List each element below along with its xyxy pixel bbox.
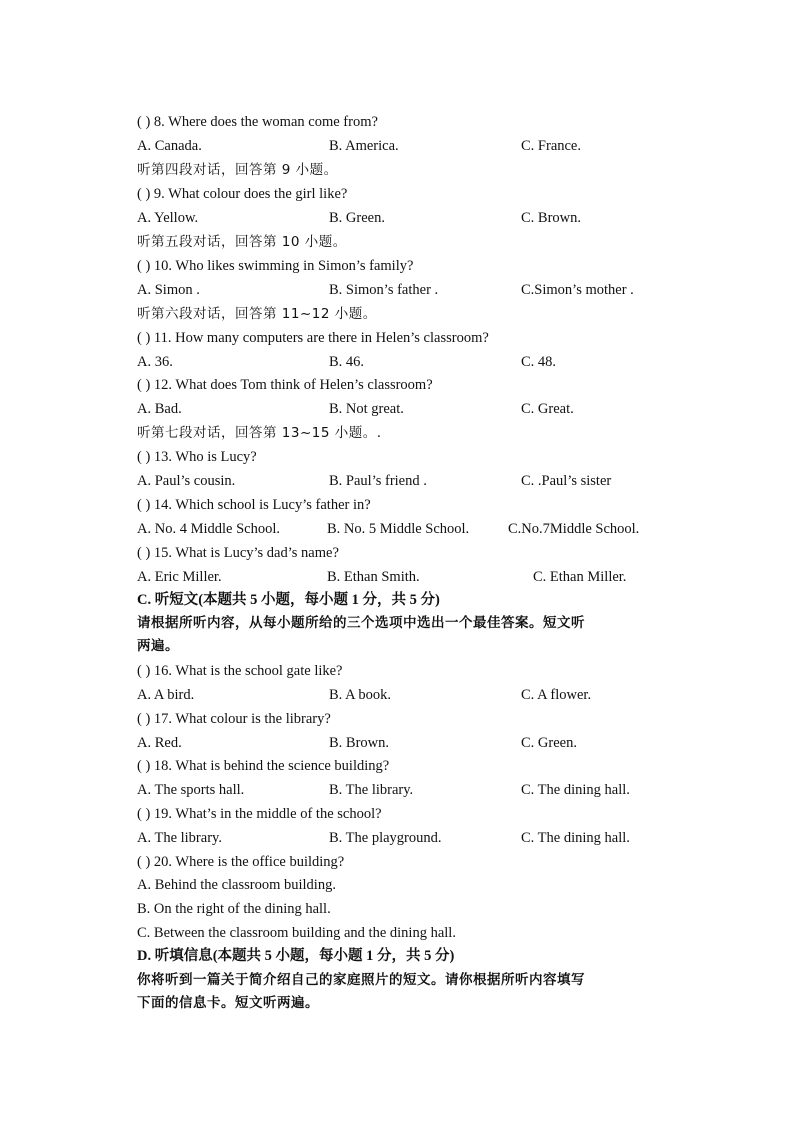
question-14-stem: ( ) 14. Which school is Lucy’s father in? (137, 497, 371, 513)
option-b: B. America. (329, 138, 399, 154)
question-17-stem: ( ) 17. What colour is the library? (137, 711, 331, 727)
option-c: C. Brown. (521, 210, 582, 226)
option-c: C. France. (521, 138, 581, 154)
option-b: B. A book. (329, 687, 392, 703)
option-a: A. Bad. (137, 401, 182, 417)
option-c: C. .Paul’s sister (521, 473, 612, 489)
question-13-stem: ( ) 13. Who is Lucy? (137, 449, 257, 465)
option-b: B. No. 5 Middle School. (327, 521, 470, 537)
option-a: A. The sports hall. (137, 782, 245, 798)
question-11-stem: ( ) 11. How many computers are there in Helen’s classroom? (137, 330, 489, 346)
question-10-stem: ( ) 10. Who likes swimming in Simon’s family? (137, 258, 414, 274)
section-c-instruction-line-2: 两遍。 (137, 638, 179, 654)
option-a: A. The library. (137, 830, 222, 846)
option-a: A. Canada. (137, 138, 202, 154)
option-a: A. Simon . (137, 282, 200, 298)
instruction-dialogue-7: 听第七段对话，回答第 13~15 小题。. (137, 425, 382, 441)
question-15-options (137, 565, 697, 589)
option-a: A. Yellow. (137, 210, 199, 226)
option-c: C. The dining hall. (521, 782, 630, 798)
option-c: C.No.7Middle School. (508, 521, 640, 537)
instruction-dialogue-4: 听第四段对话，回答第 9 小题。 (137, 162, 338, 178)
option-b: B. Green. (329, 210, 385, 226)
option-a: A. No. 4 Middle School. (137, 521, 280, 537)
question-11-options (137, 350, 697, 374)
question-19-options (137, 826, 697, 850)
question-12-options (137, 397, 697, 421)
question-20-stem: ( ) 20. Where is the office building? (137, 854, 345, 870)
section-d-instruction-line-2: 下面的信息卡。短文听两遍。 (137, 995, 319, 1011)
instruction-dialogue-5: 听第五段对话，回答第 10 小题。 (137, 234, 347, 250)
option-a: A. Eric Miller. (137, 569, 222, 585)
option-c: C. A flower. (521, 687, 592, 703)
option-a: A. A bird. (137, 687, 195, 703)
question-14-options (137, 517, 697, 541)
question-17-options (137, 731, 697, 755)
section-c-title: C. 听短文(本题共 5 小题，每小题 1 分，共 5 分) (137, 592, 440, 608)
section-c-instruction-line-1: 请根据所听内容，从每小题所给的三个选项中选出一个最佳答案。短文听 (137, 615, 585, 631)
option-b: B. Simon’s father . (329, 282, 439, 298)
question-9-stem: ( ) 9. What colour does the girl like? (137, 186, 348, 202)
option-b: B. 46. (329, 354, 365, 370)
question-15-stem: ( ) 15. What is Lucy’s dad’s name? (137, 545, 339, 561)
instruction-dialogue-6: 听第六段对话，回答第 11~12 小题。 (137, 306, 377, 322)
question-16-stem: ( ) 16. What is the school gate like? (137, 663, 343, 679)
question-13-options (137, 469, 697, 493)
question-20-option-c: C. Between the classroom building and the dining hall. (137, 925, 456, 941)
option-b: B. Not great. (329, 401, 404, 417)
option-c: C. Green. (521, 735, 577, 751)
option-b: B. The library. (329, 782, 414, 798)
question-16-options (137, 683, 697, 707)
question-20-option-b: B. On the right of the dining hall. (137, 901, 331, 917)
section-d-instruction-line-1: 你将听到一篇关于简介绍自己的家庭照片的短文。请你根据所听内容填写 (137, 972, 585, 988)
option-c: C. The dining hall. (521, 830, 630, 846)
option-a: A. 36. (137, 354, 173, 370)
question-10-options (137, 278, 697, 302)
section-d-title: D. 听填信息(本题共 5 小题，每小题 1 分，共 5 分) (137, 948, 455, 964)
question-12-stem: ( ) 12. What does Tom think of Helen’s classroom? (137, 377, 433, 393)
question-9-options (137, 206, 697, 230)
option-b: B. Paul’s friend . (329, 473, 427, 489)
option-b: B. Ethan Smith. (327, 569, 420, 585)
question-8-stem: ( ) 8. Where does the woman come from? (137, 114, 378, 130)
option-c: C. Ethan Miller. (533, 569, 627, 585)
question-18-stem: ( ) 18. What is behind the science building? (137, 758, 390, 774)
question-18-options (137, 778, 697, 802)
option-c: C.Simon’s mother . (521, 282, 634, 298)
option-c: C. 48. (521, 354, 557, 370)
option-b: B. The playground. (329, 830, 442, 846)
option-b: B. Brown. (329, 735, 390, 751)
option-c: C. Great. (521, 401, 574, 417)
question-20-option-a: A. Behind the classroom building. (137, 877, 336, 893)
option-a: A. Red. (137, 735, 182, 751)
option-a: A. Paul’s cousin. (137, 473, 236, 489)
question-19-stem: ( ) 19. What’s in the middle of the school? (137, 806, 382, 822)
question-8-options (137, 134, 697, 158)
